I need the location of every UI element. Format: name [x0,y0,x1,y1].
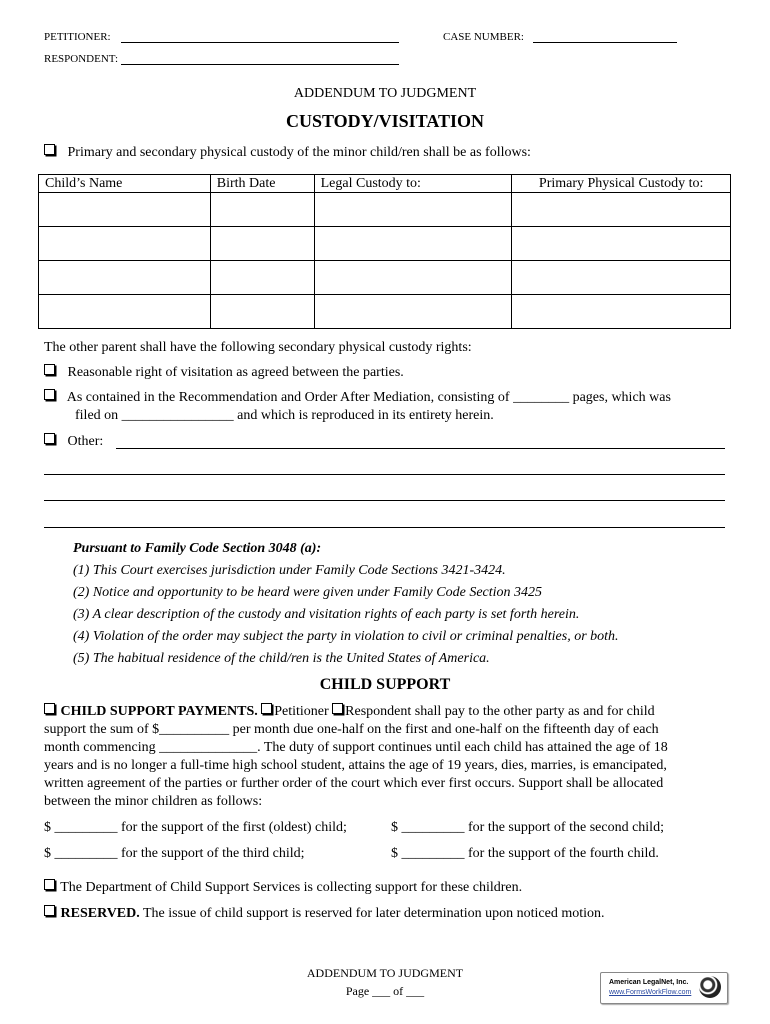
other-field-line[interactable] [44,474,725,475]
allocation-third-child: $ _________ for the support of the third child; [44,846,305,861]
petitioner-text: Petitioner [274,704,329,719]
reserved-row [44,906,605,922]
table-cell[interactable] [39,193,211,227]
petitioner-checkbox[interactable] [261,703,272,714]
table-cell[interactable] [210,295,314,329]
reserved-text: The issue of child support is reserved for later determination upon noticed motion. [143,906,605,921]
table-cell[interactable] [314,227,512,261]
column-header-legal-custody: Legal Custody to: [314,175,512,193]
family-code-item: (2) Notice and opportunity to be heard were given under Family Code Section 3425 [73,585,543,600]
dcss-text: The Department of Child Support Services is collecting support for these children. [60,880,523,895]
document-title: ADDENDUM TO JUDGMENT [293,86,477,101]
mediation-text-line2: filed on ________________ and which is reproduced in its entirety herein. [75,408,494,423]
table-cell[interactable] [39,295,211,329]
dcss-row [44,880,522,896]
table-row [39,295,731,329]
respondent-label: RESPONDENT: [44,53,119,65]
footer-title: ADDENDUM TO JUDGMENT [306,966,464,980]
table-row [39,227,731,261]
option-other [44,434,103,450]
visitation-text: Reasonable right of visitation as agreed between the parties. [67,365,404,380]
allocation-fourth-child: $ _________ for the support of the fourth child. [391,846,659,861]
support-payments-label: CHILD SUPPORT PAYMENTS. [60,704,258,719]
table-cell[interactable] [512,193,731,227]
other-field[interactable] [116,448,725,449]
custody-intro-text: Primary and secondary physical custody of the minor child/ren shall be as follows: [67,145,531,160]
family-code-item: (4) Violation of the order may subject the party in violation to civil or criminal penalties, or both. [73,629,619,644]
publisher-logo [600,972,728,1004]
section-title-child-support: CHILD SUPPORT [319,676,451,693]
logo-emblem-icon [699,976,721,998]
visitation-checkbox[interactable] [44,364,55,375]
mediation-text-line1: As contained in the Recommendation and Order After Mediation, consisting of ________ pages, which was [66,390,671,405]
dcss-checkbox[interactable] [44,879,55,890]
table-cell[interactable] [512,227,731,261]
case-number-label: CASE NUMBER: [443,31,524,43]
case-number-field[interactable] [533,42,677,43]
respondent-field[interactable] [121,64,399,65]
footer-page-number: Page ___ of ___ [345,984,425,998]
option-mediation [44,390,671,406]
support-payments-checkbox[interactable] [44,703,55,714]
table-row [39,261,731,295]
support-line6: between the minor children as follows: [44,794,263,809]
table-cell[interactable] [210,227,314,261]
support-line3: month commencing ______________. The duty of support continues until each child has attained the age of 18 [44,740,668,755]
support-line5: written agreement of the parties or further order of the court which ever first occurs. Support shall be allocated [44,776,664,791]
custody-checkbox[interactable] [44,144,55,155]
logo-website-link[interactable]: www.FormsWorkFlow.com [609,989,692,996]
column-header-birth-date: Birth Date [210,175,314,193]
secondary-intro: The other parent shall have the following secondary physical custody rights: [44,340,472,355]
custody-table [38,174,731,329]
reserved-label: RESERVED. [60,906,140,921]
other-field-line[interactable] [44,527,725,528]
table-header-row [39,175,731,193]
table-cell[interactable] [314,261,512,295]
family-code-heading: Pursuant to Family Code Section 3048 (a): [73,541,322,556]
mediation-checkbox[interactable] [44,389,55,400]
column-header-physical-custody: Primary Physical Custody to: [512,175,731,193]
table-cell[interactable] [39,261,211,295]
option-visitation [44,365,404,381]
table-cell[interactable] [512,261,731,295]
table-cell[interactable] [314,295,512,329]
custody-intro-row [44,145,531,161]
allocation-second-child: $ _________ for the support of the second child; [391,820,664,835]
allocation-first-child: $ _________ for the support of the first (oldest) child; [44,820,347,835]
family-code-item: (5) The habitual residence of the child/ren is the United States of America. [73,651,490,666]
respondent-text: Respondent shall pay to the other party as and for child [345,704,655,719]
table-row [39,193,731,227]
family-code-item: (3) A clear description of the custody and visitation rights of each party is set forth herein. [73,607,580,622]
respondent-checkbox[interactable] [332,703,343,714]
other-label: Other: [67,434,104,449]
column-header-childs-name: Child’s Name [39,175,211,193]
other-checkbox[interactable] [44,433,55,444]
petitioner-field[interactable] [121,42,399,43]
section-title-custody: CUSTODY/VISITATION [285,111,485,131]
support-line2: support the sum of $__________ per month due one-half on the first and one-half on the fifteenth day of each [44,722,659,737]
table-cell[interactable] [39,227,211,261]
table-cell[interactable] [210,261,314,295]
table-cell[interactable] [314,193,512,227]
support-line1 [44,704,655,720]
table-cell[interactable] [210,193,314,227]
petitioner-label: PETITIONER: [44,31,111,43]
reserved-checkbox[interactable] [44,905,55,916]
family-code-item: (1) This Court exercises jurisdiction under Family Code Sections 3421-3424. [73,563,506,578]
table-cell[interactable] [512,295,731,329]
support-line4: years and is no longer a full-time high school student, attains the age of 19 years, dies, marries, is emancipated, [44,758,667,773]
other-field-line[interactable] [44,500,725,501]
logo-company-name: American LegalNet, Inc. [609,979,689,986]
